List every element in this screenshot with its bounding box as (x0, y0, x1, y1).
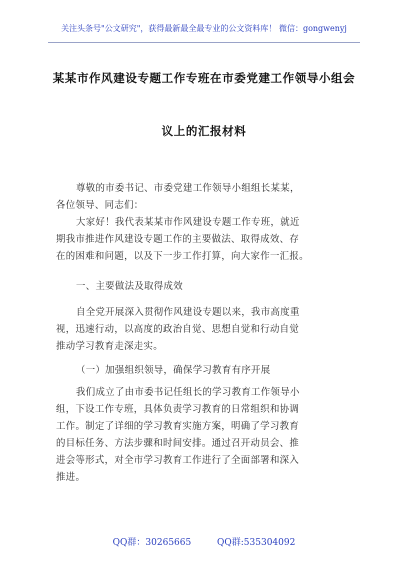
document-title-line-2: 议上的汇报材料 (161, 124, 247, 138)
subsection-paragraph (56, 384, 354, 486)
paragraph-line: 推进。 (56, 472, 86, 483)
section-heading (56, 278, 354, 295)
paragraph-line: 组，下设工作专班，具体负责学习教育的日常组织和协调 (56, 404, 300, 415)
paragraph-line: 我们成立了由市委书记任组长的学习教育工作领导小 (76, 387, 300, 398)
salutation-line: 尊敬的市委书记、市委党建工作领导小组组长某某， (76, 183, 300, 194)
salutation-line: 各位领导、同志们： (56, 200, 144, 211)
salutation (56, 180, 354, 214)
subsection-heading (56, 362, 354, 379)
footer-contact (0, 535, 408, 548)
paragraph-line: 推动学习教育走深走实。 (56, 341, 163, 352)
paragraph-line: 自全党开展深入贯彻作风建设专题以来，我市高度重 (76, 307, 300, 318)
header-note: 关注头条号"公文研究"，获得最新最全最专业的公文资料库！ 微信：gongwenyj (61, 24, 347, 33)
section-heading-text: 一、主要做法及取得成效 (76, 281, 183, 292)
paragraph-line: 进会等形式，对全市学习教育工作进行了全面部署和深入 (56, 455, 300, 466)
paragraph-line: 的目标任务、方法步骤和时间安排。通过召开动员会、推 (56, 438, 300, 449)
subsection-heading-text: （一）加强组织领导，确保学习教育有序开展 (76, 365, 271, 376)
paragraph-line: 在的困难和问题，以及下一步工作打算，向大家作一汇报。 (56, 251, 309, 262)
paragraph-line: 工作。制定了详细的学习教育实施方案，明确了学习教育 (56, 421, 300, 432)
footer-qq-group-1: QQ群：30265665 (112, 538, 192, 548)
header-divider (48, 42, 360, 43)
paragraph-line: 视，迅速行动，以高度的政治自觉、思想自觉和行动自觉 (56, 324, 300, 335)
footer-qq-group-2: QQ群:535304092 (217, 538, 296, 548)
intro-paragraph (56, 214, 354, 265)
document-title-line-1: 某某市作风建设专题工作专班在市委党建工作领导小组会 (52, 71, 356, 85)
paragraph-line: 大家好！我代表某某市作风建设专题工作专班，就近 (76, 217, 300, 228)
section-paragraph (56, 304, 354, 355)
paragraph-line: 期我市推进作风建设专题工作的主要做法、取得成效、存 (56, 234, 300, 245)
